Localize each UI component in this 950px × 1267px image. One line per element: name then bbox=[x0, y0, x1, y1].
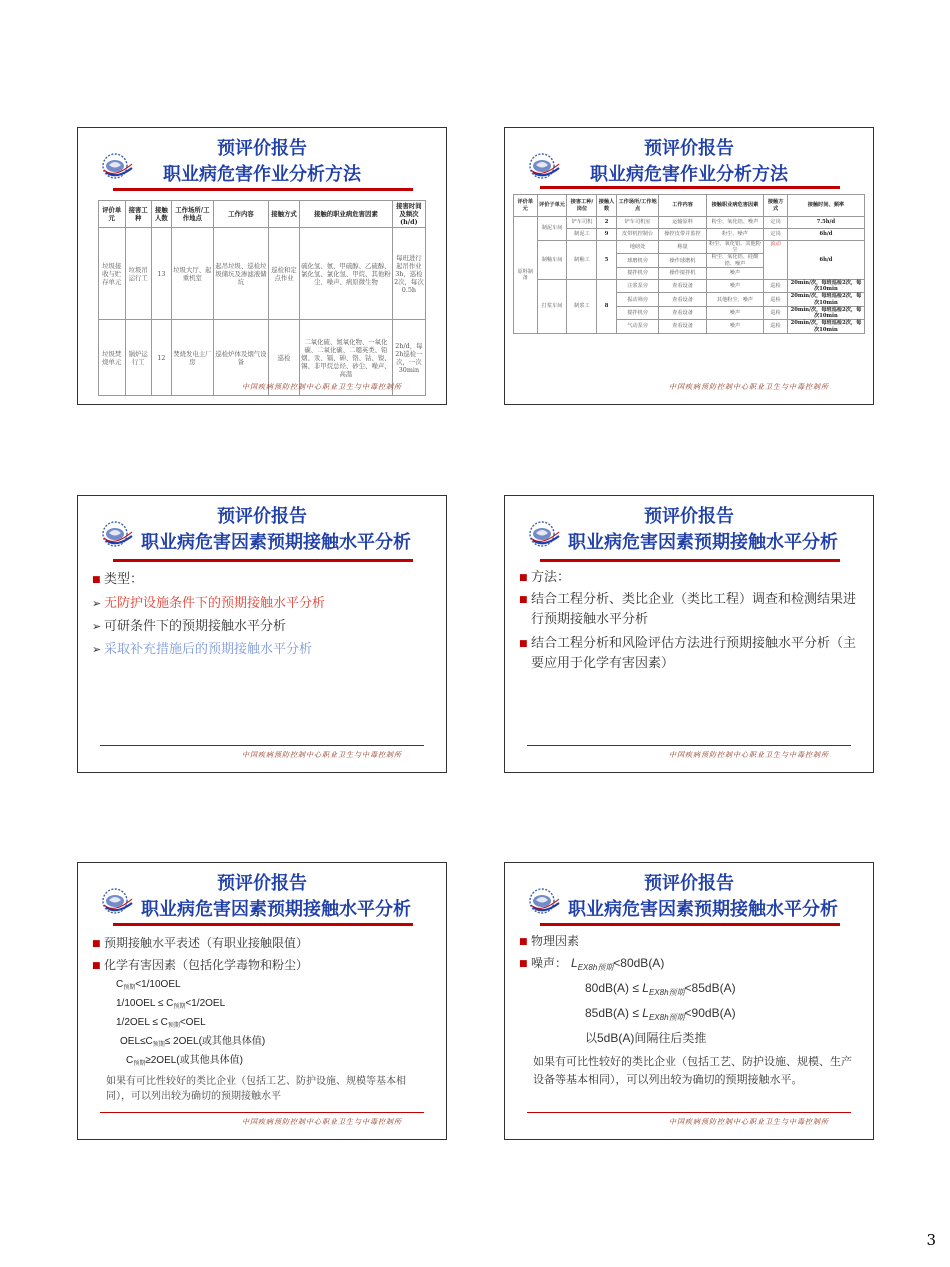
table-cell: 球磨机旁 bbox=[616, 254, 659, 267]
footer-rule bbox=[100, 745, 424, 746]
table-header: 接触的职业病危害因素 bbox=[300, 201, 393, 228]
slide-subtitle: 职业病危害因素预期接触水平分析 bbox=[568, 899, 838, 920]
table-cell: 2 bbox=[597, 217, 616, 229]
table-cell: 8 bbox=[597, 279, 616, 333]
slide-subtitle: 职业病危害作业分析方法 bbox=[163, 164, 361, 185]
table-cell: 查看设备 bbox=[659, 320, 706, 333]
title-rule bbox=[113, 188, 413, 191]
square-bullet-icon: ■ bbox=[519, 937, 528, 947]
table-cell: 操控皮带并监控 bbox=[659, 229, 706, 241]
slide-content bbox=[519, 931, 859, 1089]
table-cell: 流动 bbox=[764, 241, 788, 280]
table-header: 评价单元 bbox=[514, 195, 538, 217]
noise-range: $80dB(A) \le L_{EX8h预期}<85dB(A)$ bbox=[585, 981, 736, 997]
table-cell: 粉尘、氧化铝、其他粉尘 bbox=[706, 241, 764, 254]
table-row bbox=[99, 228, 426, 320]
slide-footer: 中国疾病预防控制中心职业卫生与中毒控制所 bbox=[242, 1118, 402, 1126]
table-cell: 气动泵旁 bbox=[616, 320, 659, 333]
slide-content bbox=[92, 933, 432, 1104]
table-cell: 制釉车间 bbox=[537, 241, 567, 280]
table-cell: 粉尘、氧化铝、噪声 bbox=[706, 217, 764, 229]
table-cell: 2h/d，每2h巡检一次，一次30min bbox=[392, 320, 425, 396]
bullet-item: ■ 物理因素 bbox=[519, 931, 859, 953]
table-header: 接害工种 bbox=[125, 201, 152, 228]
table-header: 工作场所/工作地点 bbox=[616, 195, 659, 217]
table-header: 评价单元 bbox=[99, 201, 126, 228]
table-cell: 噪声 bbox=[706, 320, 764, 333]
slide-footer: 中国疾病预防控制中心职业卫生与中毒控制所 bbox=[242, 383, 402, 391]
table-cell: 焚烧发电主厂房 bbox=[171, 320, 213, 396]
table-cell: 巡检和定点作业 bbox=[269, 228, 300, 320]
table-cell: 铲车司机 bbox=[567, 217, 597, 229]
title-rule bbox=[113, 559, 413, 562]
slide-2 bbox=[504, 127, 874, 405]
bullet-item: ➢ 可研条件下的预期接触水平分析 bbox=[92, 615, 432, 638]
bullet-item: ■ 方法： bbox=[519, 568, 859, 588]
table-cell: 查看设备 bbox=[659, 293, 706, 306]
bullet-item: ➢ 采取补充措施后的预期接触水平分析 bbox=[92, 638, 432, 661]
table-cell: 定岗 bbox=[764, 217, 788, 229]
table-header-row bbox=[99, 201, 426, 228]
table-cell: 噪声 bbox=[706, 306, 764, 319]
table-cell: 13 bbox=[152, 228, 172, 320]
page-number: 3 bbox=[926, 1231, 936, 1249]
table-header: 接触职业病危害因素 bbox=[706, 195, 764, 217]
table-cell: 查看设备 bbox=[659, 306, 706, 319]
slide-footer: 中国疾病预防控制中心职业卫生与中毒控制所 bbox=[669, 383, 829, 391]
square-bullet-icon: ■ bbox=[92, 961, 101, 971]
table-header: 接害工种/岗位 bbox=[567, 195, 597, 217]
noise-range: 以5dB(A)间隔往后类推 bbox=[585, 1031, 707, 1045]
table-cell: 制浆工 bbox=[567, 279, 597, 333]
slide-title: 预评价报告 bbox=[644, 138, 734, 159]
table-header: 接触方式 bbox=[764, 195, 788, 217]
table-cell: 二氧化硫、氮氧化物、一氧化碳、二氧化碳、二噁英类、铅烟、汞、镉、砷、铬、钴、镍、锡、非甲烷总烃、砂尘、噪声、高温 bbox=[300, 320, 393, 396]
noise-range: $85dB(A) \le L_{EX8h预期}<90dB(A)$ bbox=[585, 1006, 736, 1022]
bullet-item: ➢ 无防护设施条件下的预期接触水平分析 bbox=[92, 592, 432, 615]
slide-title: 预评价报告 bbox=[644, 873, 734, 894]
table-cell: 巡检 bbox=[764, 306, 788, 319]
square-bullet-icon: ■ bbox=[519, 959, 528, 969]
table-cell: 噪声 bbox=[706, 279, 764, 292]
table-cell: 垃圾大厅、起重机室 bbox=[171, 228, 213, 320]
table-cell: 7.5h/d bbox=[787, 217, 864, 229]
footer-rule bbox=[527, 1112, 851, 1113]
slide-title: 预评价报告 bbox=[217, 506, 307, 527]
table-header: 接触方式 bbox=[269, 201, 300, 228]
arrow-bullet-icon: ➢ bbox=[92, 643, 102, 656]
analysis-table bbox=[98, 200, 426, 396]
table-cell: 其他粉尘、噪声 bbox=[706, 293, 764, 306]
table-cell: 20min/次，每班巡检2次，每次10min bbox=[787, 320, 864, 333]
table-cell: 20min/次，每班巡检2次，每次10min bbox=[787, 279, 864, 292]
bullet-item: ■ 结合工程分析、类比企业（类比工程）调查和检测结果进行预期接触水平分析 bbox=[519, 592, 857, 627]
table-cell: 起吊垃圾、巡检垃圾储坑及渗滤液储坑 bbox=[213, 228, 268, 320]
table-cell: 地磅处 bbox=[616, 241, 659, 254]
slide-5 bbox=[77, 862, 447, 1140]
table-cell: 垃圾吊运行工 bbox=[125, 228, 152, 320]
footer-rule bbox=[527, 745, 851, 746]
note-paragraph: 如果有可比性较好的类比企业（包括工艺、防护设施、规模等基本相同），可以列出较为确切的预期接触水平 bbox=[106, 1076, 406, 1102]
table-cell: 6h/d bbox=[787, 229, 864, 241]
table-cell: 5 bbox=[597, 241, 616, 280]
note-paragraph: 如果有可比性较好的类比企业（包括工艺、防护设施、规模、生产设备等基本相同），可以列出较为确切的预期接触水平。 bbox=[533, 1055, 852, 1086]
slide-subtitle: 职业病危害因素预期接触水平分析 bbox=[568, 532, 838, 553]
slide-footer: 中国疾病预防控制中心职业卫生与中毒控制所 bbox=[242, 751, 402, 759]
slide-title: 预评价报告 bbox=[217, 138, 307, 159]
table-header: 接害时间及频次(h/d) bbox=[392, 201, 425, 228]
table-row bbox=[514, 229, 865, 241]
table-cell: 硫化氢、氨、甲硫醇、乙硫醇、氯化氢、氯化氢、甲烷、其他粉尘、噪声、病原微生物 bbox=[300, 228, 393, 320]
formula-line: $OEL\le C_{预期}\le 2OEL$(或其他具体值) bbox=[120, 1036, 266, 1048]
slide-content bbox=[519, 568, 859, 678]
table-cell: 操作球磨机 bbox=[659, 254, 706, 267]
table-cell: 运输原料 bbox=[659, 217, 706, 229]
table-row bbox=[514, 217, 865, 229]
formula-line: $1/10OEL \le C_{预期}<1/2OEL$ bbox=[116, 998, 226, 1010]
formula-line: $C_{预期}<1/10OEL$ bbox=[116, 979, 181, 991]
square-bullet-icon: ■ bbox=[92, 575, 101, 585]
table-cell: 皮带机控制台 bbox=[616, 229, 659, 241]
table-cell: 注浆泵旁 bbox=[616, 279, 659, 292]
table-cell: 粉尘、噪声 bbox=[706, 229, 764, 241]
slide-subtitle: 职业病危害因素预期接触水平分析 bbox=[141, 899, 411, 920]
table-cell: 打浆车间 bbox=[537, 279, 567, 333]
table-cell: 噪声 bbox=[706, 267, 764, 279]
table-header-row bbox=[514, 195, 865, 217]
square-bullet-icon: ■ bbox=[519, 573, 528, 583]
bullet-item: ■ 噪声： $L_{EX8h预期}<80dB(A)$ bbox=[519, 953, 859, 978]
table-cell: 原料制备 bbox=[514, 217, 538, 334]
table-cell: 定岗 bbox=[764, 229, 788, 241]
table-header: 评价子单元 bbox=[537, 195, 567, 217]
table-header: 工作内容 bbox=[213, 201, 268, 228]
table-cell: 巡检 bbox=[764, 320, 788, 333]
footer-rule bbox=[100, 1112, 424, 1113]
table-cell: 搅拌机旁 bbox=[616, 306, 659, 319]
table-header: 接触人数 bbox=[152, 201, 172, 228]
square-bullet-icon: ■ bbox=[92, 939, 101, 949]
table-cell: 12 bbox=[152, 320, 172, 396]
slide-3 bbox=[77, 495, 447, 773]
slide-footer: 中国疾病预防控制中心职业卫生与中毒控制所 bbox=[669, 1118, 829, 1126]
title-rule bbox=[540, 559, 840, 562]
table-cell: 巡检炉体及烟气设备 bbox=[213, 320, 268, 396]
table-cell: 制泥工 bbox=[567, 229, 597, 241]
table-cell: 20min/次，每班巡检2次，每次10min bbox=[787, 293, 864, 306]
table-cell: 锅炉运行工 bbox=[125, 320, 152, 396]
slide-subtitle: 职业病危害因素预期接触水平分析 bbox=[141, 532, 411, 553]
table-cell: 振动筛旁 bbox=[616, 293, 659, 306]
table-cell: 操作搅拌机 bbox=[659, 267, 706, 279]
slide-subtitle: 职业病危害作业分析方法 bbox=[590, 164, 788, 185]
analysis-table bbox=[513, 194, 865, 334]
bullet-item: ■ 预期接触水平表述（有职业接触限值） bbox=[92, 933, 432, 955]
table-cell: 粉尘、氧化铝、硅酸锆、噪声 bbox=[706, 254, 764, 267]
table-cell: 20min/次，每班巡检2次，每次10min bbox=[787, 306, 864, 319]
table-cell: 9 bbox=[597, 229, 616, 241]
table-row bbox=[514, 279, 865, 292]
table-cell: 巡检 bbox=[269, 320, 300, 396]
table-cell: 巡检 bbox=[764, 293, 788, 306]
slide-1 bbox=[77, 127, 447, 405]
title-rule bbox=[540, 923, 840, 926]
square-bullet-icon: ■ bbox=[519, 639, 528, 649]
table-header: 接触人数 bbox=[597, 195, 616, 217]
slide-4 bbox=[504, 495, 874, 773]
formula-line: $1/2OEL \le C_{预期}<OEL$ bbox=[116, 1017, 206, 1029]
table-cell: 制泥车间 bbox=[537, 217, 567, 241]
table-header: 工作场所/工作地点 bbox=[171, 201, 213, 228]
table-header: 接触时间、频率 bbox=[787, 195, 864, 217]
arrow-bullet-icon: ➢ bbox=[92, 620, 102, 633]
arrow-bullet-icon: ➢ bbox=[92, 597, 102, 610]
slide-footer: 中国疾病预防控制中心职业卫生与中毒控制所 bbox=[669, 751, 829, 759]
formula-line: $C_{预期}\ge 2OEL$(或其他具体值) bbox=[126, 1055, 243, 1067]
table-cell: 称量 bbox=[659, 241, 706, 254]
table-cell: 每班进行起吊作业3h，巡检2次，每次0.5h bbox=[392, 228, 425, 320]
title-rule bbox=[113, 923, 413, 926]
table-cell: 铲车司机室 bbox=[616, 217, 659, 229]
table-cell: 搅拌机旁 bbox=[616, 267, 659, 279]
table-cell: 制釉工 bbox=[567, 241, 597, 280]
table-cell: 巡检 bbox=[764, 279, 788, 292]
slide-content bbox=[92, 568, 432, 661]
title-rule bbox=[540, 186, 840, 189]
slide-6 bbox=[504, 862, 874, 1140]
table-header: 工作内容 bbox=[659, 195, 706, 217]
square-bullet-icon: ■ bbox=[519, 595, 528, 605]
slide-title: 预评价报告 bbox=[644, 506, 734, 527]
bullet-item: ■ 化学有害因素（包括化学毒物和粉尘） bbox=[92, 955, 432, 977]
table-cell: 查看设备 bbox=[659, 279, 706, 292]
table-cell: 6h/d bbox=[787, 241, 864, 280]
table-cell: 垃圾焚烧单元 bbox=[99, 320, 126, 396]
table-cell: 垃圾接收与贮存单元 bbox=[99, 228, 126, 320]
bullet-item: ■ 类型： bbox=[92, 568, 432, 592]
bullet-item: ■ 结合工程分析和风险评估方法进行预期接触水平分析（主要应用于化学有害因素） bbox=[519, 636, 857, 671]
slide-title: 预评价报告 bbox=[217, 873, 307, 894]
table-row bbox=[514, 241, 865, 254]
